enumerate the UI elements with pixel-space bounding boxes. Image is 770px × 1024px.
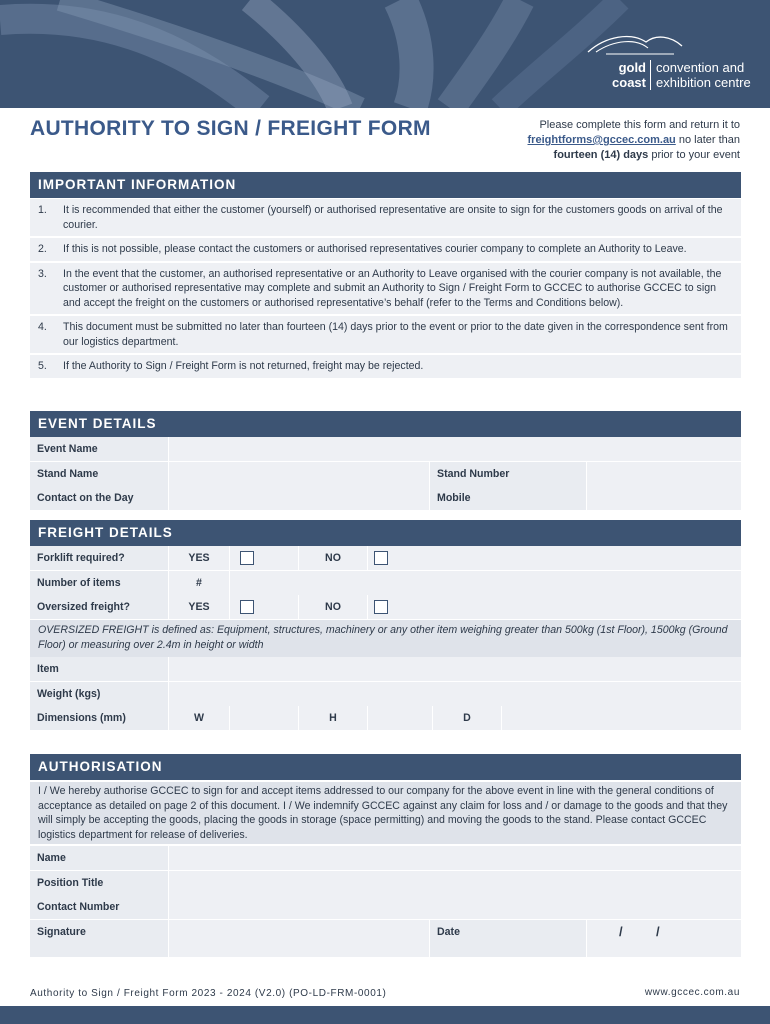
oversized-label: Oversized freight? [30, 595, 168, 619]
date-label: Date [430, 920, 586, 957]
important-info-heading: IMPORTANT INFORMATION [30, 172, 741, 198]
stand-name-field[interactable] [169, 462, 429, 486]
intro-instructions [490, 118, 740, 163]
contact-number-row [30, 895, 741, 920]
list-item [30, 263, 741, 317]
authorisation-statement: I / We hereby authorise GCCEC to sign for and accept items addressed to our company for the above event in line with the general conditions of acceptance as detailed on page 2 of this document. I / We indemnify GCCEC against any claim for loss and / or damage to the goods and that they will simply be accepting the goods, placing the goods in storage (space permitting) and moving the goods to the stand. Please contact GCCEC logistics department for release of deliveries. [30, 782, 741, 844]
oversized-no-cell [368, 595, 741, 619]
contact-number-field[interactable] [169, 895, 741, 919]
event-name-row [30, 437, 741, 462]
width-field[interactable] [230, 706, 298, 730]
weight-field[interactable] [169, 682, 741, 706]
forklift-yes-checkbox[interactable] [240, 551, 254, 565]
list-item [30, 199, 741, 238]
list-text: It is recommended that either the customer (yourself) or authorised representative are onsite to sign for the customers goods on arrival of the courier. [63, 204, 723, 231]
dimensions-label: Dimensions (mm) [30, 706, 168, 730]
list-item [30, 355, 741, 380]
mobile-label: Mobile [430, 486, 586, 510]
name-label: Name [30, 846, 168, 870]
email-link[interactable]: freightforms@gccec.com.au [527, 134, 676, 146]
gccec-logo [586, 30, 756, 94]
items-row [30, 571, 741, 596]
forklift-no-label: NO [299, 546, 367, 570]
logo-divider [650, 60, 651, 90]
list-number: 1. [38, 204, 47, 216]
oversized-row [30, 595, 741, 620]
footer-website-link[interactable]: www.gccec.com.au [644, 987, 740, 998]
oversized-yes-label: YES [169, 595, 229, 619]
depth-field[interactable] [502, 706, 741, 730]
list-number: 5. [38, 360, 47, 372]
forklift-row [30, 546, 741, 571]
freight-details-heading: FREIGHT DETAILS [30, 520, 741, 546]
weight-label: Weight (kgs) [30, 682, 168, 706]
forklift-label: Forklift required? [30, 546, 168, 570]
intro-line: no later than [675, 134, 740, 146]
list-number: 2. [38, 243, 47, 255]
depth-label: D [433, 706, 501, 730]
item-field[interactable] [169, 657, 741, 681]
height-field[interactable] [368, 706, 432, 730]
mobile-field[interactable] [587, 486, 741, 510]
stand-row [30, 462, 741, 487]
list-item [30, 238, 741, 263]
event-name-label: Event Name [30, 437, 168, 461]
list-text: This document must be submitted no later than fourteen (14) days prior to the event or prior to the date given in the correspondence sent from our logistics department. [63, 321, 728, 348]
position-label: Position Title [30, 871, 168, 895]
name-field[interactable] [169, 846, 741, 870]
deadline-text: fourteen (14) days [553, 149, 649, 161]
contact-number-label: Contact Number [30, 895, 168, 919]
date-slash: / [619, 923, 623, 939]
logo-gold-coast-text: gold coast [612, 60, 646, 90]
position-field[interactable] [169, 871, 741, 895]
name-row [30, 846, 741, 871]
header-banner [0, 0, 770, 108]
stand-number-field[interactable] [587, 462, 741, 486]
stand-number-label: Stand Number [430, 462, 586, 486]
list-item [30, 316, 741, 355]
contact-field[interactable] [169, 486, 429, 510]
dimensions-row [30, 706, 741, 731]
item-row [30, 657, 741, 682]
logo-venue-text: convention and exhibition centre [656, 60, 751, 90]
oversized-definition-note: OVERSIZED FREIGHT is defined as: Equipment, structures, machinery or any other item weighing greater than 500kg (1st Floor), 1500kg (Ground Floor) or measuring over 2.4m in height or width [30, 620, 741, 657]
important-info-list [30, 199, 741, 380]
event-details-form [30, 437, 741, 511]
number-of-items-field[interactable] [230, 571, 741, 595]
list-text: If the Authority to Sign / Freight Form is not returned, freight may be rejected. [63, 360, 424, 372]
footer-bar [0, 1006, 770, 1024]
oversized-no-checkbox[interactable] [374, 600, 388, 614]
stand-name-label: Stand Name [30, 462, 168, 486]
freight-details-form [30, 546, 741, 620]
contact-row [30, 486, 741, 511]
hash-label: # [169, 571, 229, 595]
position-row [30, 871, 741, 896]
signature-row [30, 920, 741, 957]
intro-line: prior to your event [648, 149, 740, 161]
event-details-heading: EVENT DETAILS [30, 411, 741, 437]
intro-line: Please complete this form and return it to [539, 119, 740, 131]
number-of-items-label: Number of items [30, 571, 168, 595]
oversized-no-label: NO [299, 595, 367, 619]
logo-roof-mark [586, 30, 686, 58]
list-number: 4. [38, 321, 47, 333]
list-text: If this is not possible, please contact the customers or authorised representatives courier company to complete an Authority to Leave. [63, 243, 687, 255]
footer-form-reference: Authority to Sign / Freight Form 2023 - 2024 (V2.0) (PO-LD-FRM-0001) [30, 988, 387, 999]
event-name-field[interactable] [169, 437, 741, 461]
signature-label: Signature [30, 920, 168, 957]
authorisation-form [30, 846, 741, 957]
oversized-yes-checkbox[interactable] [240, 600, 254, 614]
forklift-no-checkbox[interactable] [374, 551, 388, 565]
width-label: W [169, 706, 229, 730]
item-label: Item [30, 657, 168, 681]
forklift-no-cell [368, 546, 741, 570]
forklift-yes-label: YES [169, 546, 229, 570]
page-title: AUTHORITY TO SIGN / FREIGHT FORM [30, 117, 431, 140]
weight-row [30, 682, 741, 707]
height-label: H [299, 706, 367, 730]
date-slash: / [656, 923, 660, 939]
contact-label: Contact on the Day [30, 486, 168, 510]
freight-item-form [30, 657, 741, 731]
list-text: In the event that the customer, an authorised representative or an Authority to Leave organised with the courier company is not available, the customer or authorised representative may complete and submit an Authority to Sign / Freight Form to GCCEC to authorise GCCEC to sign and accept the freight on the customers or authorised representative’s behalf (refer to the Terms and Conditions below). [63, 267, 722, 309]
list-number: 3. [38, 267, 47, 280]
signature-field[interactable] [169, 920, 429, 957]
authorisation-heading: AUTHORISATION [30, 754, 741, 780]
